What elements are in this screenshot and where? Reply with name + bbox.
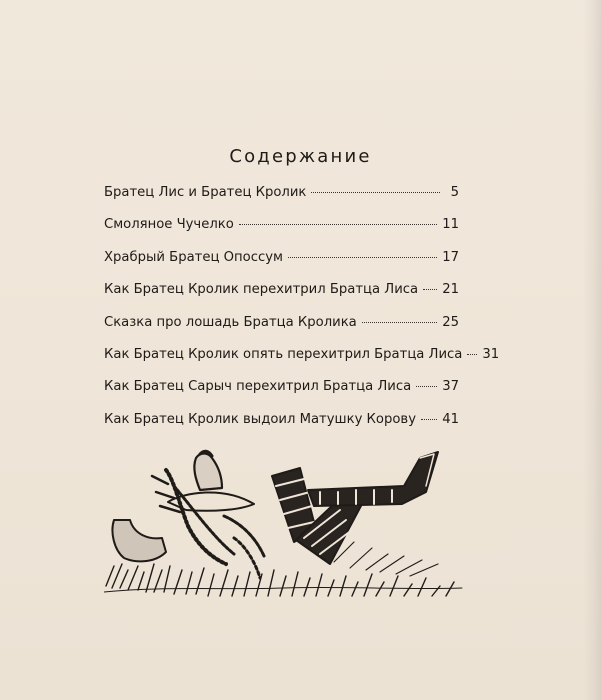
toc-entry [104, 315, 459, 347]
toc-entry-title: Как Братец Кролик опять перехитрил Братца Лиса [104, 346, 463, 362]
toc-entry-page: 31 [482, 346, 500, 362]
dot-leader [421, 419, 437, 420]
toc-entry-page: 25 [442, 314, 459, 330]
dot-leader [416, 386, 437, 387]
ink-sketch-figure-in-grass-icon [104, 446, 464, 598]
toc-entry-title: Братец Лис и Братец Кролик [104, 185, 307, 200]
toc-entry-title: Смоляное Чучелко [104, 217, 234, 233]
toc-entry [104, 282, 459, 314]
dot-leader [467, 354, 477, 355]
toc-entry [104, 217, 459, 249]
page-edge-shadow [583, 0, 601, 700]
toc-entry-title: Храбрый Братец Опоссум [104, 249, 283, 265]
toc-entry-page: 5 [450, 185, 459, 200]
dot-leader [288, 257, 437, 258]
toc-entry [104, 379, 459, 411]
toc-entry-title: Как Братец Кролик выдоил Матушку Корову [104, 411, 417, 427]
toc-entry-page: 37 [442, 379, 459, 395]
toc-entry-page: 41 [442, 411, 459, 427]
dot-leader [423, 289, 437, 290]
toc-entry-page: 17 [442, 249, 459, 265]
page-title: Содержание [229, 146, 372, 167]
toc-entry-page: 11 [442, 217, 459, 233]
toc-entry-title: Сказка про лошадь Братца Кролика [104, 314, 357, 330]
toc-entry [104, 346, 500, 379]
table-of-contents [104, 185, 500, 444]
toc-entry-title: Как Братец Кролик перехитрил Братца Лиса [104, 282, 419, 298]
dot-leader [239, 224, 437, 225]
toc-entry [104, 185, 459, 217]
toc-entry [104, 412, 459, 444]
toc-entry [104, 250, 459, 282]
dot-leader [362, 322, 437, 323]
toc-entry-page: 21 [442, 282, 459, 298]
toc-entry-title: Как Братец Сарыч перехитрил Братца Лиса [104, 379, 412, 395]
dot-leader [311, 192, 440, 193]
